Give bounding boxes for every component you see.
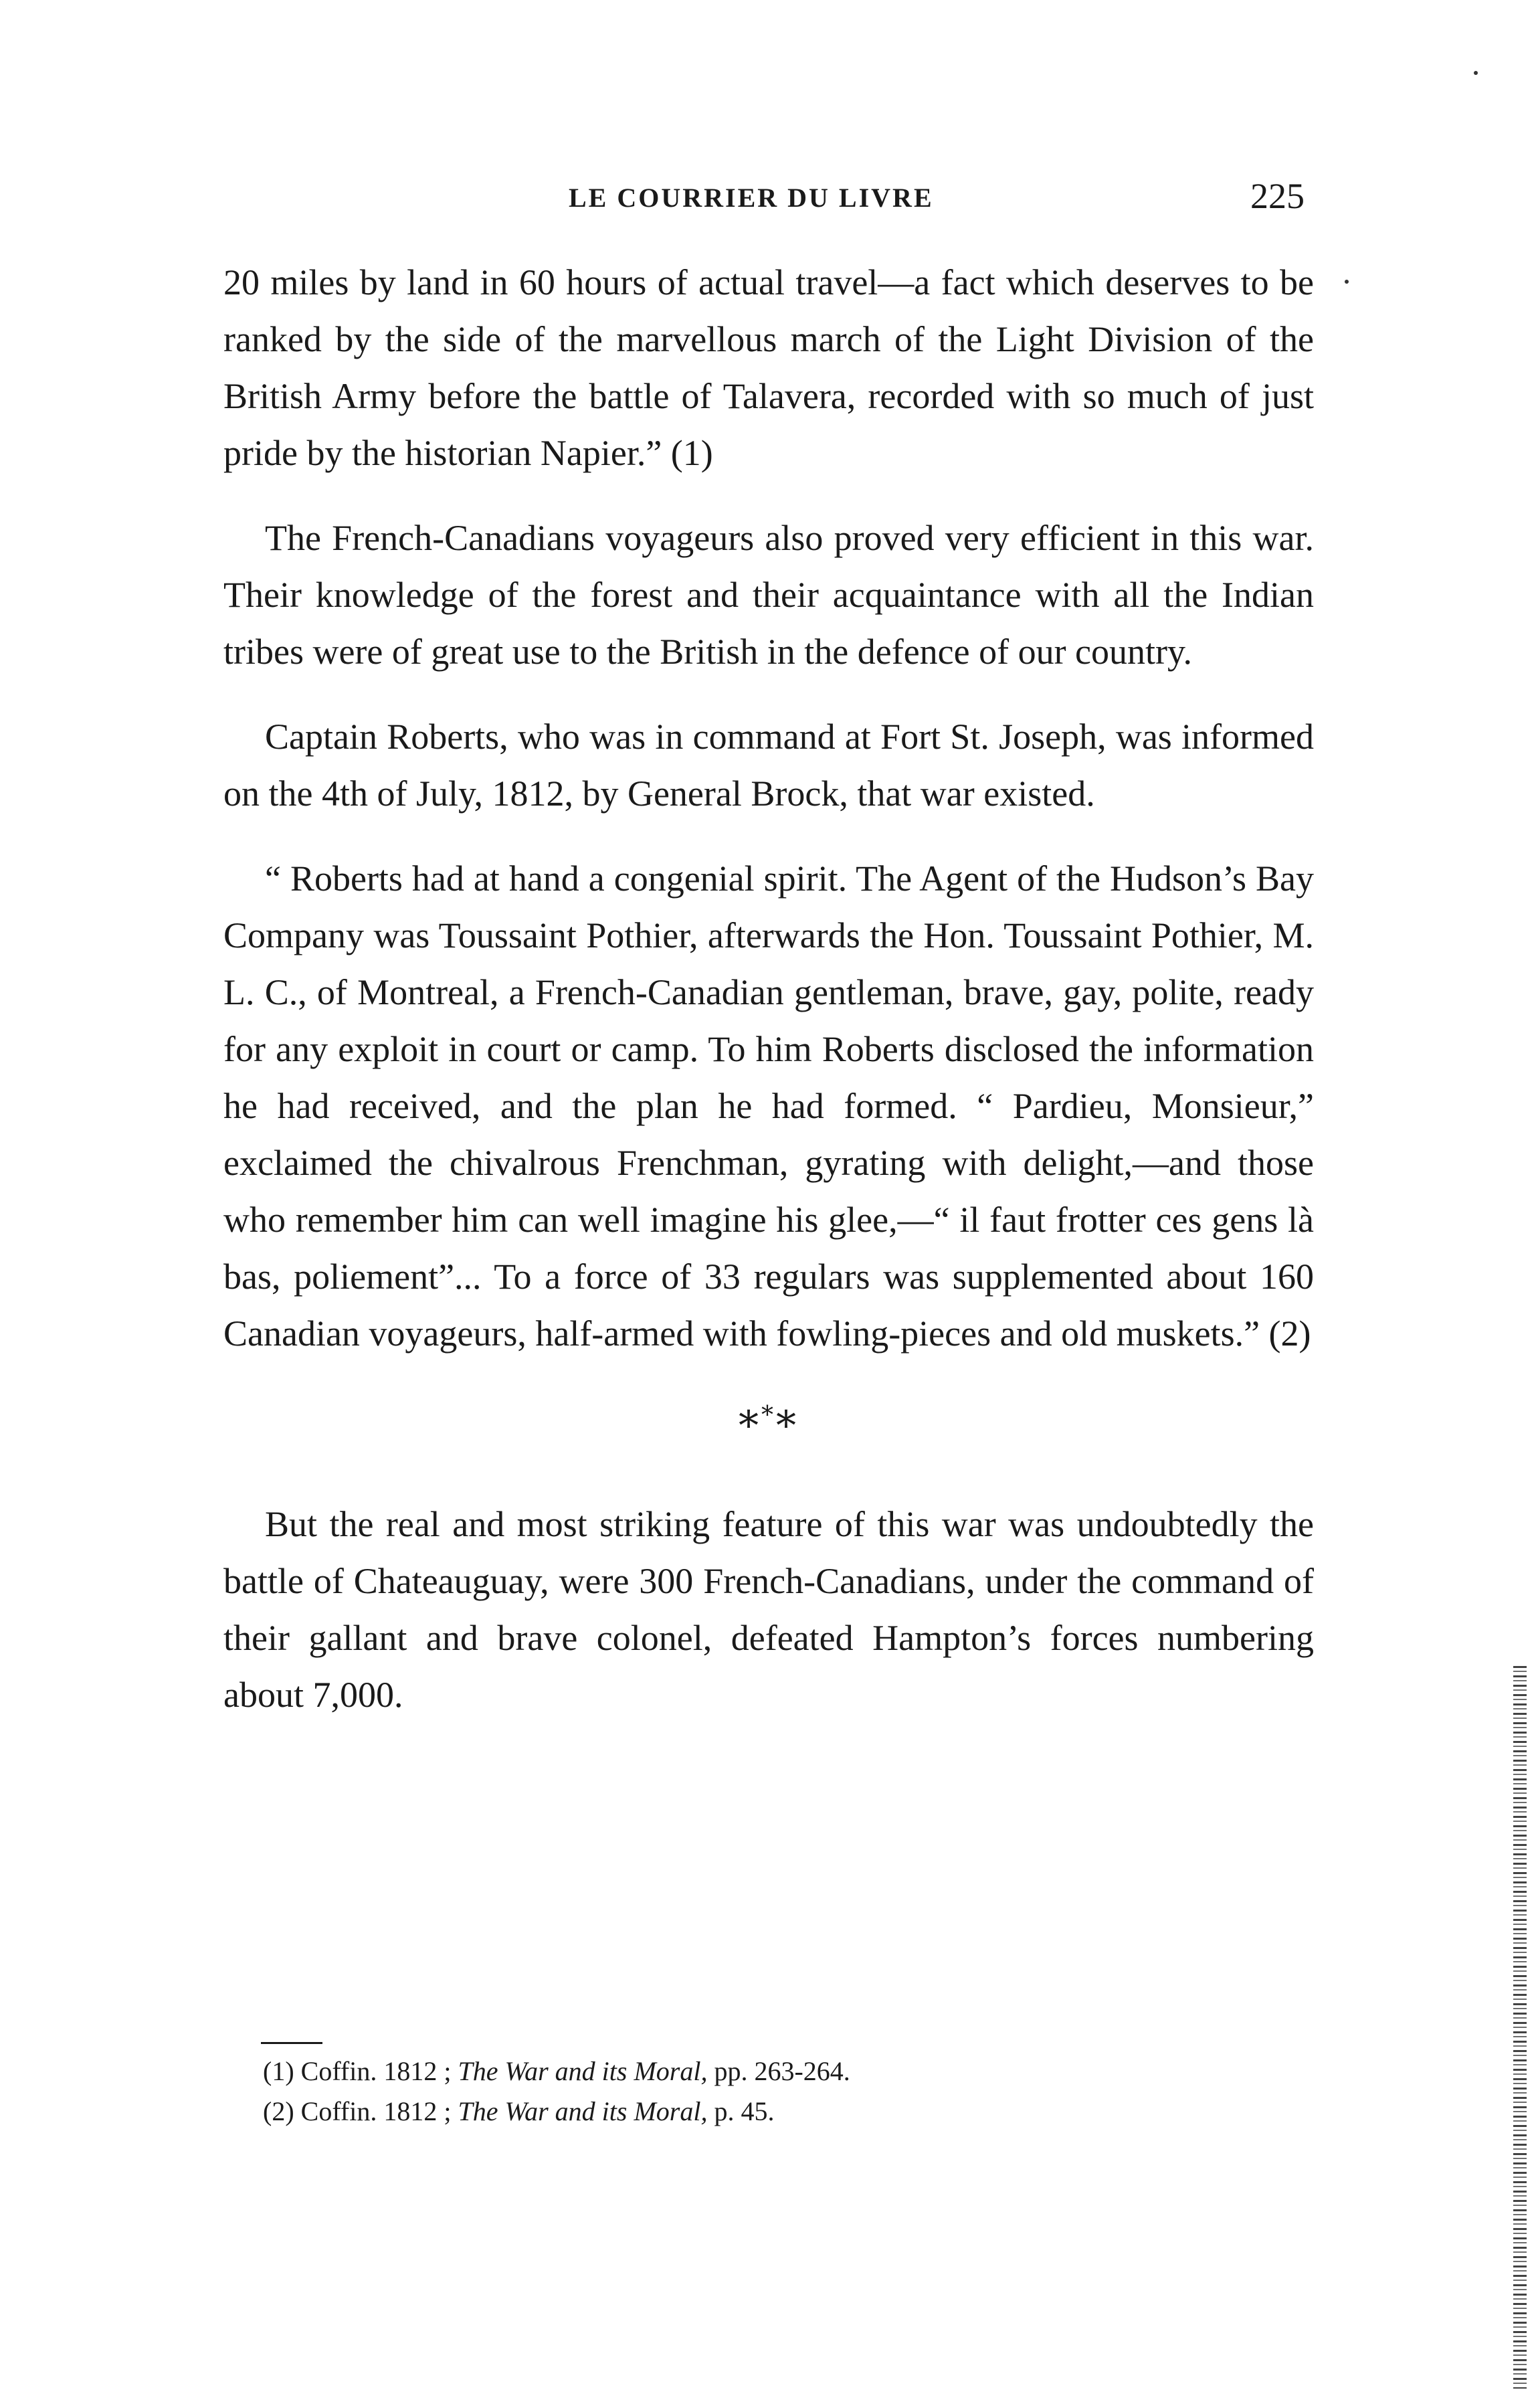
paragraph-4: “ Roberts had at hand a congenial spirit. The Agent of the Hudson’s Bay Company was Toussaint Pothier, afterwards the Hon. Toussaint Pothier, M. L. C., of Montreal, a French-Canadian gentleman, brave, gay, polite, ready for any exploit in court or camp. To him Roberts disclosed the information he had received, and the plan he had formed. “ Pardieu, Monsieur,” exclaimed the chivalrous Frenchman, gyrating with delight,—and those who remember him can well imagine his glee,—“ il faut frotter ces gens là bas, poliement”... To a force of 33 regulars was supplemented about 160 Canadian voyageurs, half-armed with fowling-pieces and old muskets.” (2) bbox=[223, 858, 1314, 1354]
footnote-pages: p. 45. bbox=[714, 2096, 775, 2126]
asterisk-left: * bbox=[739, 1402, 761, 1449]
paragraph-1: 20 miles by land in 60 hours of actual travel—a fact which deserves to be ranked by the side of the marvellous march of the Light Division of the British Army before the battle of Talavera, recorded with so much of just pride by the historian Napier.” (1) bbox=[223, 262, 1314, 473]
footnote-pages: pp. 263-264. bbox=[714, 2056, 850, 2086]
asterisk-middle: * bbox=[761, 1402, 776, 1429]
paragraph-5: But the real and most striking feature of this war was undoubtedly the battle of Chateauguay, were 300 French-Canadians, under the command of their gallant and brave colonel, defeated Hampton’s forces numbering about 7,000. bbox=[223, 1504, 1314, 1715]
page-header bbox=[261, 175, 1305, 229]
footnote-title: The War and its Moral, bbox=[458, 2056, 708, 2086]
page-number: 225 bbox=[1250, 176, 1305, 216]
scan-edge-artifact bbox=[1513, 1666, 1527, 2389]
footnote-author: Coffin. 1812 ; bbox=[300, 2056, 452, 2086]
footnote-2 bbox=[263, 2092, 1266, 2132]
asterisk-right: * bbox=[776, 1402, 799, 1449]
footnote-author: Coffin. 1812 ; bbox=[300, 2096, 452, 2126]
running-head: LE COURRIER DU LIVRE bbox=[569, 183, 934, 213]
section-divider-asterism bbox=[223, 1402, 1314, 1449]
body-text bbox=[223, 254, 1314, 1724]
footnote-marker: (1) bbox=[263, 2056, 294, 2086]
scan-speck bbox=[1474, 71, 1478, 75]
footnotes bbox=[263, 2051, 1266, 2132]
scan-speck bbox=[1345, 280, 1349, 284]
footnote-title: The War and its Moral, bbox=[458, 2096, 708, 2126]
paragraph-3: Captain Roberts, who was in command at Fort St. Joseph, was informed on the 4th of July, 1812, by General Brock, that war existed. bbox=[223, 717, 1314, 814]
footnote-marker: (2) bbox=[263, 2096, 294, 2126]
footnote-rule bbox=[261, 2042, 322, 2044]
paragraph-2: The French-Canadians voyageurs also proved very efficient in this war. Their knowledge of the forest and their acquaintance with all the Indian tribes were of great use to the British in the defence of our country. bbox=[223, 518, 1314, 672]
footnote-1 bbox=[263, 2051, 1266, 2092]
